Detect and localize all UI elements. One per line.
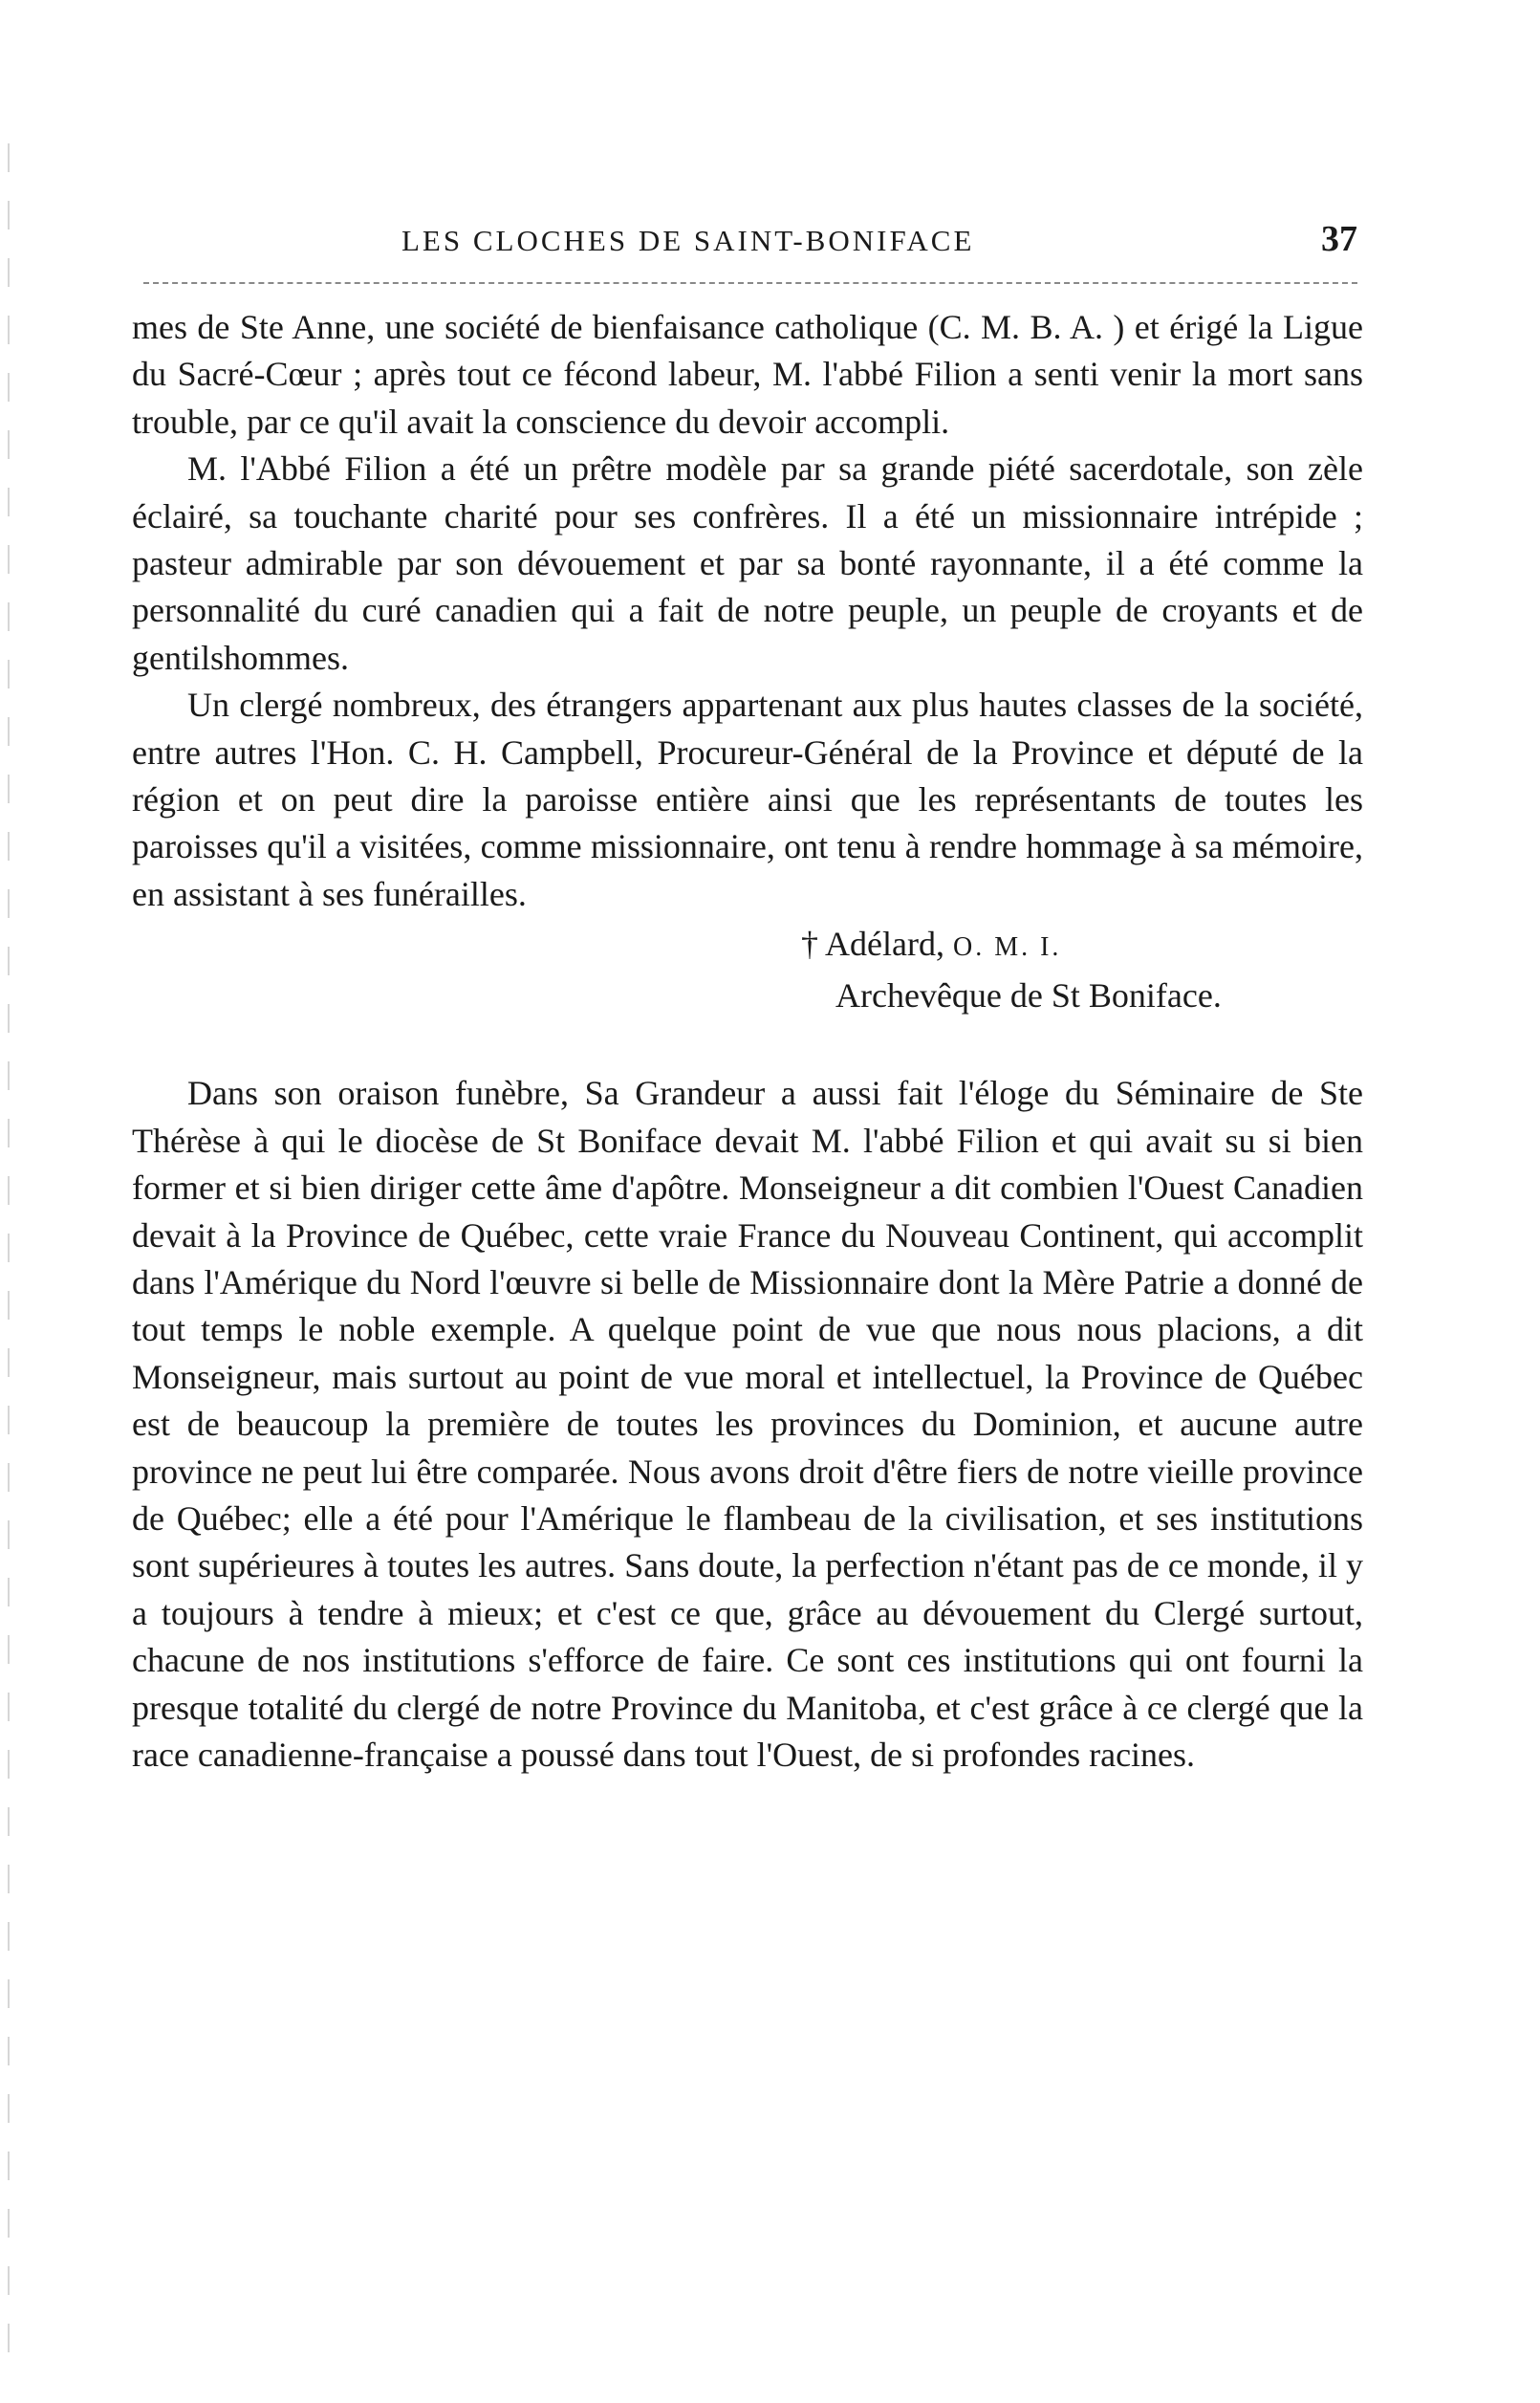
signature-block bbox=[132, 920, 1363, 1020]
page-header bbox=[124, 210, 1357, 268]
header-divider bbox=[143, 282, 1357, 284]
signature-title: Archevêque de St Boniface. bbox=[835, 976, 1222, 1016]
paragraph-continued: mes de Ste Anne, une société de bienfaisance catholique (C. M. B. A. ) et érigé la Ligue du Sacré-Cœur ; après tout ce fécond labeur, M. l'abbé Filion a senti venir la mort sans trouble, par ce qu'il avait la conscience du devoir accompli. bbox=[132, 308, 1363, 441]
paragraph-funeral: Un clergé nombreux, des étrangers appartenant aux plus hautes classes de la société, entre autres l'Hon. C. H. Campbell, Procureur-Général de la Province et député de la région et on peut dire la paroisse entière ainsi que les représentants de toutes les paroisses qu'il a visitées, comme missionnaire, ont tenu à rendre hommage à sa mémoire, en assistant à ses funérailles. bbox=[132, 686, 1363, 913]
body-text bbox=[132, 304, 1363, 1779]
signature-name: † Adélard, bbox=[801, 925, 944, 964]
signature-line bbox=[801, 920, 1363, 972]
paragraph-abbe-filion: M. l'Abbé Filion a été un prêtre modèle par sa grande piété sacerdotale, son zèle éclairé, sa touchante charité pour ses confrères. Il a été un missionnaire intrépide ; pasteur admirable par son dévouement et par sa bonté rayonnante, il a été comme la personnalité du curé canadien qui a fait de notre peuple, un peuple de croyants et de gentilshommes. bbox=[132, 449, 1363, 677]
running-title: LES CLOCHES DE SAINT-BONIFACE bbox=[401, 224, 975, 257]
page-number: 37 bbox=[1321, 219, 1357, 259]
paragraph-oraison: Dans son oraison funèbre, Sa Grandeur a aussi fait l'éloge du Séminaire de Ste Thérèse à qui le diocèse de St Boniface devait M. l'abbé Filion et qui avait su si bien former et si bien diriger cette âme d'apôtre. Monseigneur a dit combien l'Ouest Canadien devait à la Province de Québec, cette vraie France du Nouveau Continent, qui accomplit dans l'Amérique du Nord l'œuvre si belle de Missionnaire dont la Mère Patrie a donné de tout temps le noble exemple. A quelque point de vue que nous nous placions, a dit Monseigneur, mais surtout au point de vue moral et intellectuel, la Province de Québec est de beaucoup la première de toutes les provinces du Dominion, et aucune autre province ne peut lui être comparée. Nous avons droit d'être fiers de notre vieille province de Québec; elle a été pour l'Amérique le flambeau de la civilisation, et ses institutions sont supérieures à toutes les autres. Sans doute, la perfection n'étant pas de ce monde, il y a toujours à tendre à mieux; et c'est ce que, grâce au dévouement du Clergé surtout, chacune de nos institutions s'efforce de faire. Ce sont ces institutions qui ont fourni la presque totalité du clergé de notre Province du Manitoba, et c'est grâce à ce clergé que la race canadienne-française a poussé dans tout l'Ouest, de si profondes racines. bbox=[132, 1074, 1363, 1774]
signature-order: O. M. I. bbox=[952, 932, 1062, 963]
page-edge-shadow bbox=[8, 143, 10, 2371]
